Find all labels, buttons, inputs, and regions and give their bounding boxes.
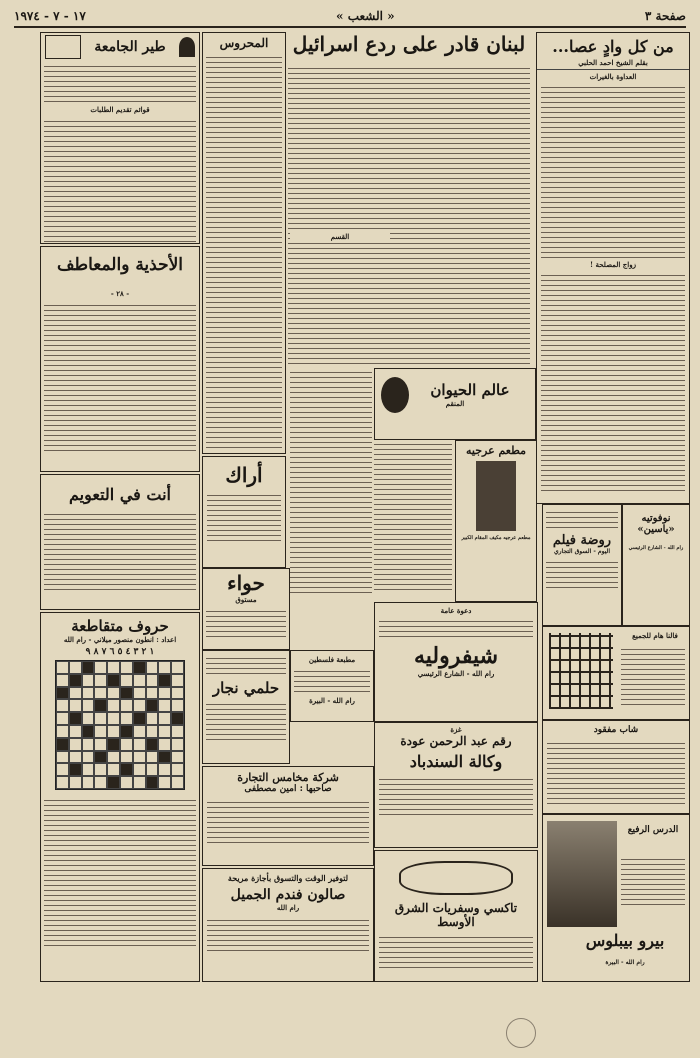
header-paper-name: « الشعب » xyxy=(336,9,395,23)
ad-mataba-sub: رام الله - البيرة xyxy=(309,696,355,705)
ad-arjeh xyxy=(455,440,537,602)
left-shoes-note: - ٢٨ - xyxy=(110,289,130,298)
ad-sharq xyxy=(374,850,538,982)
ad-aalam xyxy=(374,368,536,440)
ad-tijara-sub: صاحبها : امين مصطفى xyxy=(244,784,332,794)
left-shoes-article xyxy=(40,246,200,472)
ad-hidden xyxy=(542,626,690,720)
main-subheading: القسم xyxy=(290,232,390,241)
ad-dunya-sub: الدرس الرفيع xyxy=(627,825,679,835)
ad-watan-sub: صالون فندم الجميل xyxy=(230,887,346,903)
ad-rawdat-text-b xyxy=(546,558,618,588)
left-university-title: طير الجامعة xyxy=(94,39,166,55)
left-tawim-article xyxy=(40,474,200,610)
ad-sharq-title: تاكسي وسفريات الشرق الأوسط xyxy=(394,901,518,929)
ad-tijara-text xyxy=(207,798,369,846)
right-column-text-a xyxy=(541,83,685,258)
ad-hilmi-text-b xyxy=(206,700,286,740)
ad-hidden-text xyxy=(621,645,685,709)
ad-chevrolet-title: شيفروليه xyxy=(413,643,499,669)
restaurant-photo xyxy=(476,461,516,531)
ad-sindibad-title: وكالة السندباد xyxy=(409,752,503,771)
ad-nofot-loc: رام الله - الشارع الرئيسي xyxy=(628,545,684,551)
graduate-figure-icon xyxy=(179,37,195,57)
ad-sindibad xyxy=(374,722,538,848)
left-university-subheading: قوائم تقديم الطلبات xyxy=(90,105,150,114)
crossword-title: حروف متقاطعة xyxy=(71,617,169,635)
ad-shab xyxy=(542,720,690,814)
ad-hilmi xyxy=(202,650,290,764)
ad-nofot-title: نوفوتيه xyxy=(641,513,671,524)
university-building-icon xyxy=(45,35,81,59)
ad-nofot xyxy=(622,504,690,626)
right-column-byline: بقلم الشيخ احمد الحلبي xyxy=(578,58,648,67)
side-article xyxy=(202,32,286,454)
ad-hilmi-text xyxy=(206,654,286,676)
header-page-label: صفحة ٣ xyxy=(644,9,686,23)
ad-arjeh-title: مطعم عرجيه xyxy=(465,444,527,457)
side-article-text xyxy=(206,53,282,448)
ad-dunya xyxy=(542,814,690,982)
ad-watan-text xyxy=(207,916,369,952)
ad-rawdat-title: روضة فيلم xyxy=(552,533,612,548)
punch-hole-mark xyxy=(506,1018,536,1048)
left-university-text-b xyxy=(44,117,196,243)
ad-mataba xyxy=(290,650,374,722)
ad-sharq-text xyxy=(379,933,533,969)
wings-logo-icon xyxy=(399,861,513,895)
ad-shab-title: شاب مفقود xyxy=(593,725,639,735)
right-column-title: من كل وادٍ عصا... xyxy=(552,37,674,56)
ad-ghazza: غزة xyxy=(450,725,462,734)
crossword-grid xyxy=(55,660,185,790)
left-university-column xyxy=(40,32,200,244)
right-column-article xyxy=(536,32,690,504)
ad-dawa-title: دعوة عامة xyxy=(440,606,472,615)
page-header xyxy=(14,6,686,28)
building-frame-image xyxy=(549,633,613,709)
ad-watan-title: لتوفير الوقت والتسوق بأجازة مريحة xyxy=(227,873,349,883)
ad-watan xyxy=(202,868,374,982)
ad-rawdat-sub: اليوم - السوق التجاري xyxy=(553,548,611,555)
ad-arak-title: أراك xyxy=(225,463,263,487)
left-tawim-title: أنت في التعويم xyxy=(69,485,171,504)
ad-nofot-sub: «ياسين» xyxy=(637,524,675,535)
ad-arak xyxy=(202,456,286,568)
ad-dunya-loc: رام الله - البيرة xyxy=(605,959,645,966)
ad-hawa xyxy=(202,568,290,650)
middle-column-text xyxy=(290,368,372,593)
side-article-title: المحروس xyxy=(219,36,269,50)
crossword-author: اعداد : انطون منصور ميلاني - رام الله xyxy=(63,635,177,644)
ad-dunya-title: بيرو بيبلوس xyxy=(585,931,665,950)
right-column-text-b xyxy=(541,271,685,491)
left-shoes-title: الأحذية والمعاطف xyxy=(56,255,184,275)
ad-rawdat-text xyxy=(546,508,618,530)
ad-tijara-title: شركة مخامس التجارة xyxy=(237,771,339,784)
ad-hawa-sub: مستوق xyxy=(235,595,257,604)
ad-salam: رقم عبد الرحمن عودة xyxy=(400,734,512,748)
ad-aalam-title: عالم الحيوان xyxy=(430,381,510,399)
left-tawim-text xyxy=(44,510,196,590)
main-article-text xyxy=(288,64,530,364)
ad-hilmi-title: حلمي نجار xyxy=(212,679,280,697)
animal-silhouette-icon xyxy=(381,377,409,413)
ad-hidden-title: فالنا هام للجميع xyxy=(632,631,678,640)
ad-dunya-text xyxy=(621,855,685,905)
right-column-subheading-2: زواج المصلحة ! xyxy=(590,260,636,269)
main-headline-block xyxy=(286,32,532,62)
aalam-text xyxy=(374,440,452,590)
woman-portrait-photo xyxy=(547,821,617,927)
left-shoes-text xyxy=(44,301,196,451)
ad-aalam-sub: المنقم xyxy=(445,399,465,408)
crossword-digits: ١ ٢ ٣ ٤ ٥ ٦ ٧ ٨ ٩ xyxy=(85,647,155,657)
main-headline: لبنان قادر على ردع اسرائيل xyxy=(292,32,526,56)
ad-dawa-text xyxy=(379,617,533,641)
ad-tijara xyxy=(202,766,374,866)
ad-arjeh-sub: مطعم عرجيه مكيف المقام الكبير xyxy=(461,535,531,541)
ad-shab-text xyxy=(547,739,685,805)
crossword-section xyxy=(40,612,200,982)
ad-mataba-text xyxy=(294,667,370,693)
ad-watan-loc: رام الله xyxy=(276,903,300,912)
left-university-text-a xyxy=(44,62,196,102)
ad-chevrolet-sub: رام الله - الشارع الرئيسي xyxy=(417,669,495,678)
header-date: ١٧ - ٧ - ١٩٧٤ xyxy=(14,9,86,23)
ad-arak-text xyxy=(207,491,281,541)
ad-hawa-title: حواء xyxy=(227,571,265,595)
ad-sindibad-text xyxy=(379,775,533,815)
ad-hawa-text xyxy=(206,607,286,637)
right-column-subheading: العداوة بالغيرات xyxy=(537,69,689,81)
ad-chevrolet xyxy=(374,602,538,722)
crossword-clues xyxy=(44,796,196,946)
ad-rawdat xyxy=(542,504,622,626)
ad-mataba-title: مطبعة فلسطين xyxy=(308,655,356,664)
